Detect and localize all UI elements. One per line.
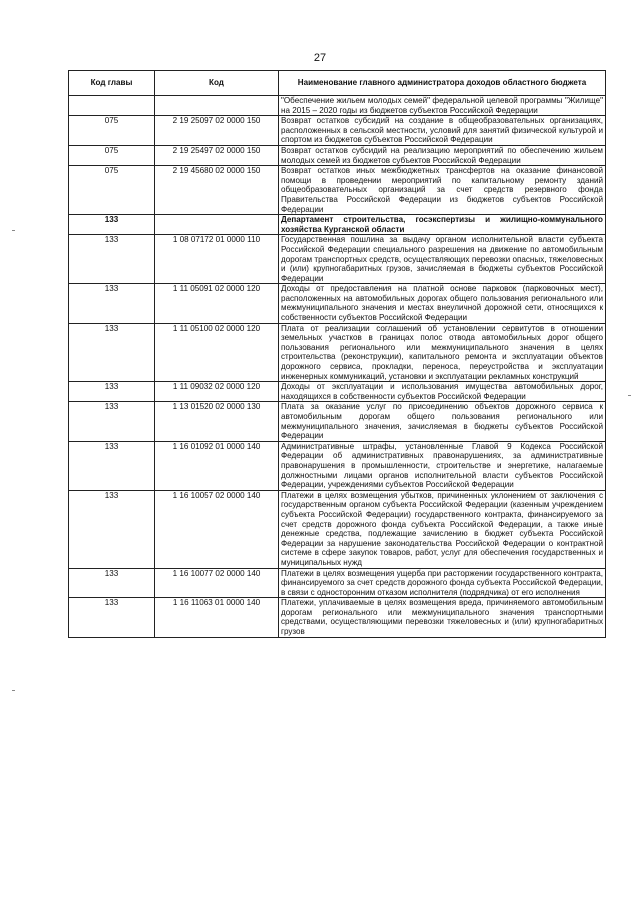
margin-mark <box>628 395 631 396</box>
chapter-code-cell: 133 <box>69 402 155 441</box>
chapter-code-cell: 133 <box>69 598 155 637</box>
revenue-code-cell: 1 11 05091 02 0000 120 <box>155 284 279 323</box>
revenue-code-cell: 1 11 09032 02 0000 120 <box>155 382 279 402</box>
revenue-administrators-table <box>68 70 606 638</box>
table-row <box>69 490 606 568</box>
chapter-code-cell: 133 <box>69 490 155 568</box>
chapter-code-cell: 075 <box>69 145 155 165</box>
chapter-code-cell: 075 <box>69 116 155 146</box>
revenue-code-cell: 2 19 25097 02 0000 150 <box>155 116 279 146</box>
header-code: Код <box>155 71 279 96</box>
revenue-name-cell: Доходы от эксплуатации и использования имущества автомобильных дорог, находящихся в собственности субъектов Российской Федерации <box>279 382 606 402</box>
revenue-code-cell: 1 11 05100 02 0000 120 <box>155 323 279 382</box>
chapter-code-cell: 133 <box>69 382 155 402</box>
table-row <box>69 441 606 490</box>
table-row <box>69 568 606 598</box>
revenue-code-cell: 1 16 10077 02 0000 140 <box>155 568 279 598</box>
table-row <box>69 145 606 165</box>
table-row <box>69 235 606 284</box>
revenue-name-cell: Возврат остатков иных межбюджетных трансфертов на оказание финансовой помощи в проведении мероприятий по капитальному ремонту зданий общеобразовательных организаций за счет средств резервного фонда Правительства Российской Федерации из бюджетов субъектов Российской Федерации <box>279 166 606 215</box>
revenue-name-cell: Плата от реализации соглашений об установлении сервитутов в отношении земельных участков в границах полос отвода автомобильных дорог общего пользования регионального или межмуниципального значения в целях строительства (реконструкции), капитального ремонта и эксплуатации объектов дорожного сервиса, прокладки, переноса, переустройства и эксплуатации инженерных коммуникаций, установки и эксплуатации рекламных конструкций <box>279 323 606 382</box>
table-row <box>69 382 606 402</box>
revenue-code-cell: 1 16 01092 01 0000 140 <box>155 441 279 490</box>
header-chapter-code: Код главы <box>69 71 155 96</box>
revenue-name-cell: Возврат остатков субсидий на реализацию мероприятий по обеспечению жильем молодых семей из бюджетов субъектов Российской Федерации <box>279 145 606 165</box>
revenue-code-cell <box>155 215 279 235</box>
table-header-row <box>69 71 606 96</box>
chapter-code-cell: 133 <box>69 441 155 490</box>
revenue-name-cell: Платежи, уплачиваемые в целях возмещения вреда, причиняемого автомобильным дорогам регионального или межмуниципального значения транспортными средствами, осуществляющими перевозки тяжеловесных и (или) крупногабаритных грузов <box>279 598 606 637</box>
page-number: 27 <box>313 52 327 64</box>
revenue-name-cell: Государственная пошлина за выдачу органом исполнительной власти субъекта Российской Федерации специального разрешения на движение по автомобильным дорогам транспортных средств, осуществляющих перевозки опасных, тяжеловесных и (или) крупногабаритных грузов, зачисляемая в бюджеты субъектов Российской Федерации <box>279 235 606 284</box>
chapter-code-cell: 133 <box>69 323 155 382</box>
chapter-code-cell: 133 <box>69 215 155 235</box>
revenue-name-cell: Платежи в целях возмещения ущерба при расторжении государственного контракта, финансируемого за счет средств дорожного фонда субъекта Российской Федерации, в связи с односторонним отказом исполнителя (подрядчика) от его исполнения <box>279 568 606 598</box>
chapter-code-cell: 075 <box>69 166 155 215</box>
table-row <box>69 215 606 235</box>
revenue-name-cell: Возврат остатков субсидий на создание в общеобразовательных организациях, расположенных в сельской местности, условий для занятий физической культурой и спортом из бюджетов субъектов Российской Федерации <box>279 116 606 146</box>
chapter-code-cell: 133 <box>69 568 155 598</box>
chapter-code-cell <box>69 96 155 116</box>
table-row <box>69 96 606 116</box>
revenue-name-cell: Департамент строительства, госэкспертизы и жилищно-коммунального хозяйства Курганской области <box>279 215 606 235</box>
revenue-code-cell <box>155 96 279 116</box>
table-row <box>69 402 606 441</box>
revenue-code-cell: 2 19 25497 02 0000 150 <box>155 145 279 165</box>
revenue-name-cell: Плата за оказание услуг по присоединению объектов дорожного сервиса к автомобильным дорогам общего пользования регионального или межмуниципального значения, зачисляемая в бюджеты субъектов Российской Федерации <box>279 402 606 441</box>
revenue-name-cell: "Обеспечение жильем молодых семей" федеральной целевой программы "Жилище" на 2015 – 2020 годы из бюджетов субъектов Российской Федерации <box>279 96 606 116</box>
revenue-name-cell: Административные штрафы, установленные Главой 9 Кодекса Российской Федерации об административных правонарушениях, за административные правонарушения в промышленности, строительстве и энергетике, налагаемые должностными лицами органов исполнительной власти субъектов Российской Федерации, учреждениями субъектов Российской Федерации <box>279 441 606 490</box>
revenue-name-cell: Доходы от предоставления на платной основе парковок (парковочных мест), расположенных на автомобильных дорогах общего пользования регионального или межмуниципального значения и местах внеуличной дорожной сети, относящихся к собственности субъектов Российской Федерации <box>279 284 606 323</box>
table-row <box>69 166 606 215</box>
header-name: Наименование главного администратора доходов областного бюджета <box>279 71 606 96</box>
chapter-code-cell: 133 <box>69 284 155 323</box>
margin-mark <box>12 230 15 231</box>
chapter-code-cell: 133 <box>69 235 155 284</box>
table-row <box>69 116 606 146</box>
revenue-code-cell: 1 13 01520 02 0000 130 <box>155 402 279 441</box>
table-row <box>69 323 606 382</box>
revenue-code-cell: 2 19 45680 02 0000 150 <box>155 166 279 215</box>
table-row <box>69 284 606 323</box>
margin-mark <box>12 690 15 691</box>
revenue-code-cell: 1 16 11063 01 0000 140 <box>155 598 279 637</box>
revenue-code-cell: 1 16 10057 02 0000 140 <box>155 490 279 568</box>
revenue-code-cell: 1 08 07172 01 0000 110 <box>155 235 279 284</box>
table-row <box>69 598 606 637</box>
revenue-name-cell: Платежи в целях возмещения убытков, причиненных уклонением от заключения с государственным органом субъекта Российской Федерации (казенным учреждением субъекта Российской Федерации) государственного контракта, финансируемого за счет средств дорожного фонда субъекта Российской Федерации, а также иные денежные средства, подлежащие зачислению в бюджет субъекта Российской Федерации за нарушение законодательства Российской Федерации о контрактной системе в сфере закупок товаров, работ, услуг для обеспечения государственных и муниципальных нужд <box>279 490 606 568</box>
